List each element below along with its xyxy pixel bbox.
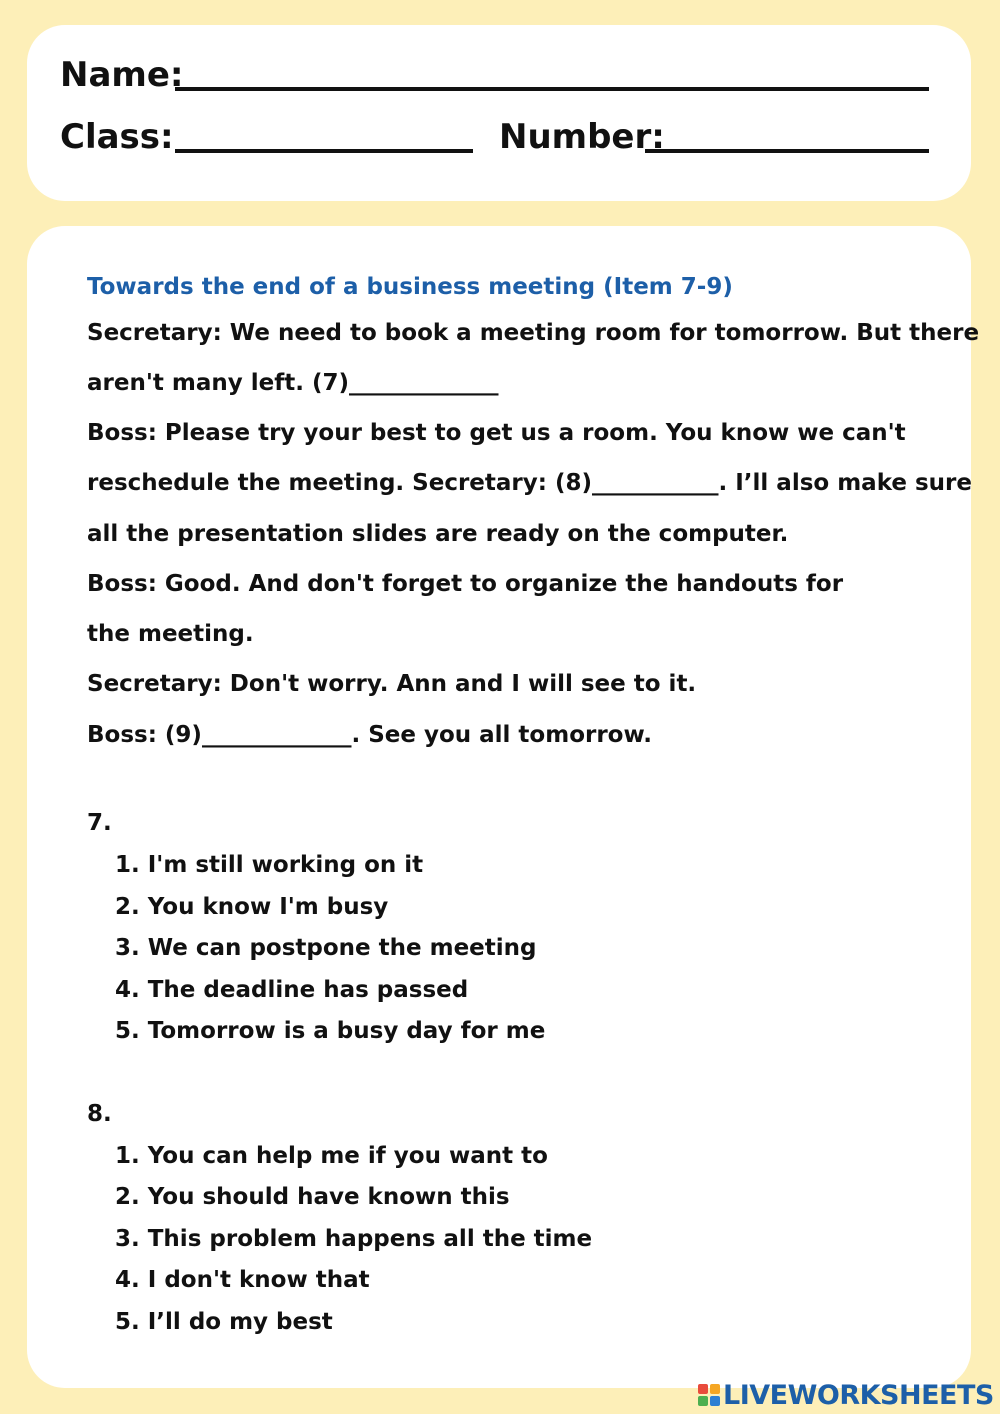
question-8-option-4[interactable]: 4. I don't know that [115, 1267, 370, 1293]
section-title: Towards the end of a business meeting (Item 7-9) [87, 274, 733, 300]
number-label: Number: [499, 117, 665, 157]
name-field[interactable] [175, 87, 929, 91]
question-8-option-5[interactable]: 5. I’ll do my best [115, 1309, 333, 1335]
dialogue-line: reschedule the meeting. Secretary: (8)___________. I’ll also make sure [87, 470, 972, 496]
logo-tile-icon [698, 1396, 708, 1406]
number-field[interactable] [645, 149, 929, 153]
dialogue-line: Boss: Good. And don't forget to organize the handouts for [87, 571, 844, 597]
dialogue-line: Secretary: Don't worry. Ann and I will see to it. [87, 671, 697, 697]
class-label: Class: [60, 117, 174, 157]
dialogue-line: the meeting. [87, 621, 254, 647]
dialogue-line: Boss: Please try your best to get us a room. You know we can't [87, 420, 906, 446]
question-7-option-4[interactable]: 4. The deadline has passed [115, 977, 469, 1003]
liveworksheets-logo [698, 1379, 994, 1411]
dialogue-line: aren't many left. (7)_____________ [87, 370, 499, 396]
question-7-number: 7. [87, 810, 112, 836]
question-7-option-2[interactable]: 2. You know I'm busy [115, 894, 389, 920]
logo-text: LIVEWORKSHEETS [723, 1379, 994, 1411]
class-field[interactable] [175, 149, 473, 153]
question-8-option-3[interactable]: 3. This problem happens all the time [115, 1226, 593, 1252]
dialogue-line: Secretary: We need to book a meeting room for tomorrow. But there [87, 320, 980, 346]
question-7-option-5[interactable]: 5. Tomorrow is a busy day for me [115, 1018, 546, 1044]
logo-tile-icon [710, 1384, 720, 1394]
dialogue-line: all the presentation slides are ready on the computer. [87, 521, 789, 547]
logo-tiles-icon [698, 1384, 720, 1406]
question-8-number: 8. [87, 1101, 112, 1127]
student-info-card [27, 25, 971, 201]
worksheet-content-card [27, 226, 980, 1388]
question-8-option-2[interactable]: 2. You should have known this [115, 1184, 510, 1210]
logo-tile-icon [710, 1396, 720, 1406]
dialogue-line: Boss: (9)_____________. See you all tomorrow. [87, 722, 652, 748]
question-8-option-1[interactable]: 1. You can help me if you want to [115, 1143, 548, 1169]
question-7-option-3[interactable]: 3. We can postpone the meeting [115, 935, 537, 961]
question-7-option-1[interactable]: 1. I'm still working on it [115, 852, 424, 878]
logo-tile-icon [698, 1384, 708, 1394]
name-label: Name: [60, 55, 184, 95]
